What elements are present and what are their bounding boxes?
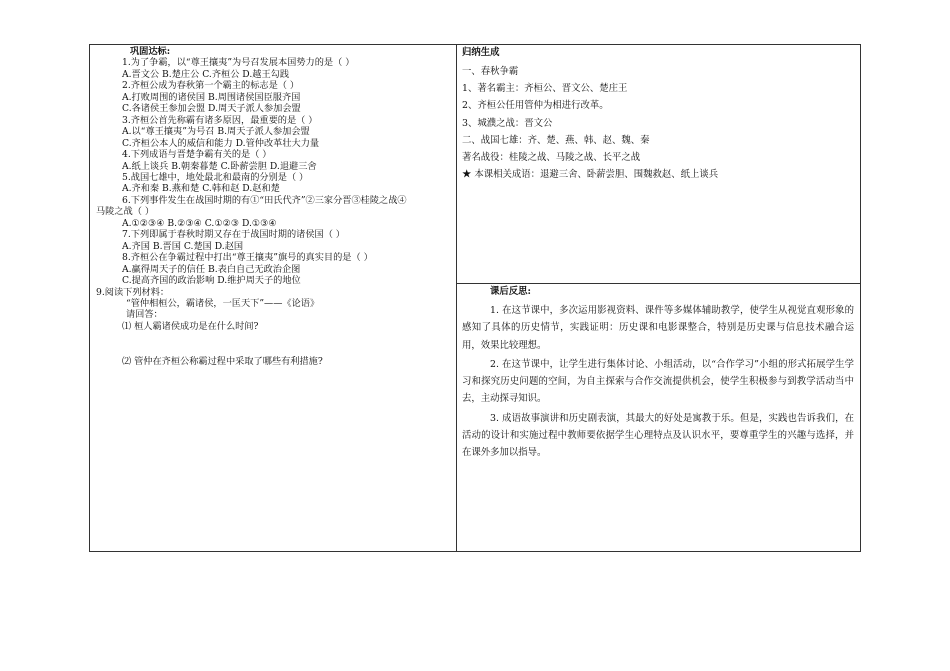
option-line: C.齐桓公本人的威信和能力 D.管仲改革壮大力量	[122, 137, 320, 149]
question-line: 8.齐桓公在争霸过程中打出“尊王攘夷”旗号的真实目的是（ ）	[122, 252, 373, 264]
question-line: 4.下列成语与晋楚争霸有关的是（ ）	[122, 149, 272, 161]
reflection-section	[462, 285, 854, 464]
question-line: 2.齐桓公成为春秋第一个霸主的标志是（ ）	[122, 80, 300, 92]
option-line: C.提高齐国的政治影响 D.维护周天子的地位	[122, 275, 301, 287]
option-line: A.打败周围的诸侯国 B.周围诸侯国臣服齐国	[122, 91, 301, 103]
column-divider	[456, 44, 457, 552]
option-line: A.纸上谈兵 B.朝秦暮楚 C.卧薪尝胆 D.退避三舍	[122, 160, 317, 172]
question-line: 3.齐桓公首先称霸有诸多原因，最重要的是（ ）	[122, 114, 318, 126]
option-line: C.各诸侯王参加会盟 D.周天子派人参加会盟	[122, 103, 301, 115]
summary-line: 2、齐桓公任用管仲为相进行改革。	[462, 100, 609, 112]
section-title: 巩固达标:	[130, 46, 171, 57]
section-title: 归纳生成	[462, 47, 500, 58]
question-line: 马陵之战（ ）	[96, 206, 155, 218]
sub-question: ⑴ 桓人霸诸侯成功是在什么时间?	[122, 320, 259, 332]
summary-line: 二、战国七雄：齐、楚、燕、韩、赵、魏、秦	[462, 134, 650, 146]
summary-line: 1、著名霸主：齐桓公、晋文公、楚庄王	[462, 83, 628, 95]
option-line: A.齐和秦 B.燕和楚 C.韩和赵 D.赵和楚	[122, 183, 280, 195]
summary-section	[462, 46, 854, 183]
question-line: 5.战国七雄中，地处最北和最南的分别是（ ）	[122, 171, 309, 183]
option-line: A.齐国 B.晋国 C.楚国 D.赵国	[122, 240, 244, 252]
summary-line: 一、春秋争霸	[462, 66, 519, 77]
option-line: A.①②③④ B.②③④ C.①②③ D.①③④	[122, 217, 277, 229]
reflection-paragraph: 1. 在这节课中，多次运用影视资料、课件等多媒体辅助教学，使学生从视觉直观形象的感知了具体的历史情节，实践证明：历史课和电影课整合，特别是历史课与信息技术融合运用，效果比较理想。	[462, 305, 854, 351]
question-line: 6.下列事件发生在战国时期的有①“田氏代齐”②三家分晋③桂陵之战④	[122, 194, 407, 206]
consolidation-section	[96, 46, 451, 368]
section-title: 课后反思:	[490, 286, 531, 297]
option-line: A.赢得周天子的信任 B.表白自己无政治企图	[122, 263, 301, 275]
quote-line: “管仲相桓公，霸诸侯，一匡天下”——《论语》	[126, 297, 320, 309]
question-line: 1.为了争霸，以“尊王攘夷”为号召发展本国势力的是（ ）	[122, 57, 355, 69]
summary-line: 著名战役：桂陵之战、马陵之战、长平之战	[462, 152, 641, 164]
option-line: A.晋文公 B.楚庄公 C.齐桓公 D.越王勾践	[122, 68, 290, 80]
reflection-paragraph: 2. 在这节课中，让学生进行集体讨论、小组活动，以“合作学习”小组的形式拓展学生学习和探究历史问题的空间，为自主探索与合作交流提供机会，使学生积极参与到教学活动当中去，主动探寻知识。	[462, 358, 854, 405]
sub-question: ⑵ 管仲在齐桓公称霸过程中采取了哪些有利措施?	[122, 356, 323, 368]
option-line: A.以“尊王攘夷”为号召 B.周天子派人参加会盟	[122, 126, 310, 138]
reflection-paragraph: 3. 成语故事演讲和历史剧表演，其最大的好处是寓教于乐。但是，实践也告诉我们，在活动的设计和实施过程中教师要依据学生心理特点及认识水平，要尊重学生的兴趣与选择，并在课外多加以指导。	[462, 412, 854, 459]
summary-line: ★ 本课相关成语：退避三舍、卧薪尝胆、围魏救赵、纸上谈兵	[462, 169, 719, 181]
question-line: 请回答：	[126, 309, 163, 321]
row-divider	[456, 283, 861, 284]
question-line: 9.阅读下列材料：	[96, 286, 170, 298]
question-line: 7.下列即属于春秋时期又存在于战国时期的诸侯国（ ）	[122, 229, 345, 241]
summary-line: 3、城濮之战：晋文公	[462, 117, 553, 129]
